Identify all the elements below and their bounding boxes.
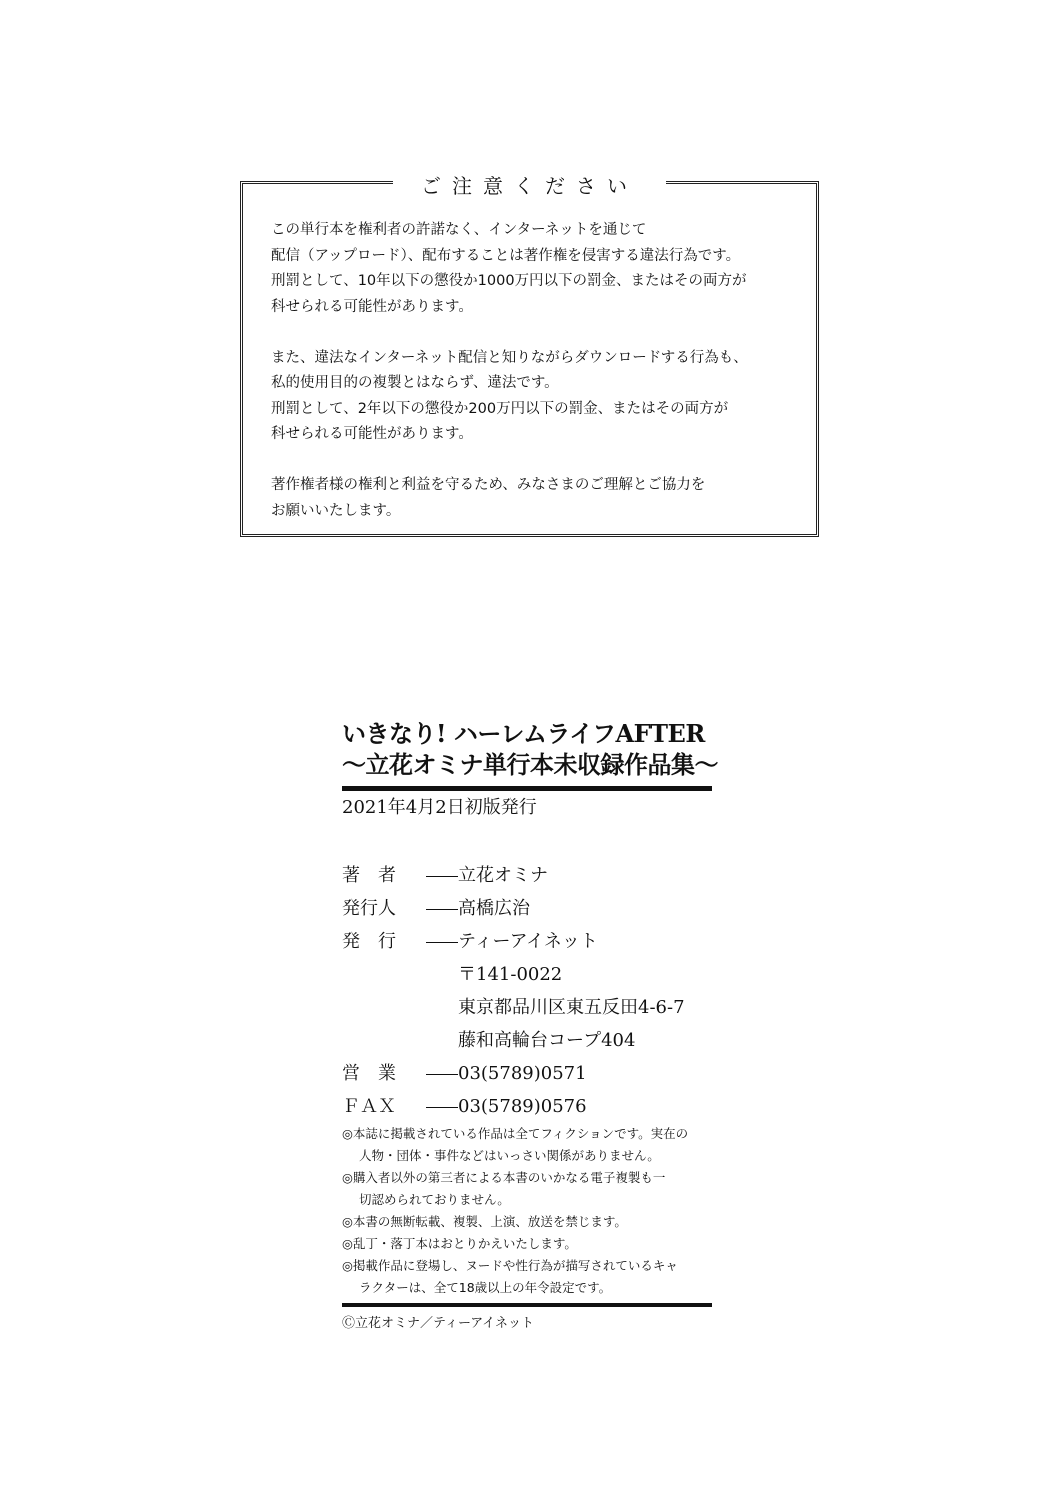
contact-label: 営 業 [342, 1063, 396, 1084]
note-item: ◎本誌に掲載されている作品は全てフィクションです。実在の [342, 1126, 689, 1141]
credits [342, 859, 712, 1123]
credit-value: 立花オミナ [458, 865, 548, 886]
credit-publisher [342, 925, 712, 958]
contact-value: 03(5789)0571 [458, 1063, 587, 1084]
notice-line: 著作権者様の権利と利益を守るため、みなさまのご理解とご協力を [271, 477, 706, 493]
dash-separator [426, 909, 458, 910]
note-item: ◎乱丁・落丁本はおとりかえいたします。 [342, 1236, 577, 1251]
divider-top [342, 786, 712, 791]
note-item-continued: ラクターは、全て18歳以上の年令設定です。 [359, 1280, 612, 1295]
note-item-continued: 人物・団体・事件などはいっさい関係がありません。 [359, 1148, 660, 1163]
notice-paragraph-1 [271, 218, 806, 320]
notice-paragraph-2 [271, 346, 806, 448]
notice-body [271, 218, 806, 524]
notice-line: また、違法なインターネット配信と知りながらダウンロードする行為も、 [271, 349, 748, 366]
contact-fax [342, 1090, 712, 1123]
credit-author [342, 859, 712, 892]
first-edition-date: 2021年4月2日初版発行 [342, 797, 537, 818]
note-item: ◎掲載作品に登場し、ヌードや性行為が描写されているキャ [342, 1258, 678, 1273]
notice-paragraph-3 [271, 473, 806, 524]
dash-separator [426, 1074, 458, 1075]
notice-line: 配信（アップロード）、配布することは著作権を侵害する違法行為です。 [271, 247, 741, 264]
credit-value: 高橋広治 [458, 898, 530, 919]
contact-sales [342, 1057, 712, 1090]
credit-publisher-person [342, 892, 712, 925]
dash-separator [426, 876, 458, 877]
credit-value: ティーアイネット [458, 931, 598, 952]
copyright: Ⓒ立花オミナ／ティーアイネット [342, 1316, 535, 1331]
book-title-line-1: いきなり! ハーレムライフAFTER [342, 719, 705, 748]
credit-label: 発行人 [342, 898, 396, 919]
address-line: 藤和高輪台コープ404 [458, 1030, 636, 1051]
book-subtitle: ～立花オミナ単行本未収録作品集～ [342, 750, 718, 779]
notice-line: 刑罰として、10年以下の懲役か1000万円以下の罰金、またはその両方が [271, 273, 747, 289]
contact-value: 03(5789)0576 [458, 1096, 587, 1117]
notice-line: お願いいたします。 [271, 502, 401, 519]
notice-box [240, 174, 819, 537]
dash-separator [426, 1107, 458, 1108]
address-line: 東京都品川区東五反田4-6-7 [458, 997, 685, 1018]
notes [342, 1123, 712, 1299]
note-item: ◎本書の無断転載、複製、上演、放送を禁じます。 [342, 1214, 627, 1229]
notice-title: ご注意ください [243, 170, 816, 199]
notice-line: 科せられる可能性があります。 [271, 426, 473, 442]
note-item: ◎購入者以外の第三者による本書のいかなる電子複製も一 [342, 1170, 666, 1185]
divider-bottom [342, 1303, 712, 1307]
colophon [342, 718, 718, 1331]
note-item-continued: 切認められておりません。 [359, 1192, 510, 1207]
credit-label: 著 者 [342, 865, 396, 886]
postal-code: 〒141-0022 [458, 964, 563, 985]
notice-line: 私的使用目的の複製とはならず、違法です。 [271, 375, 559, 391]
notice-line: 科せられる可能性があります。 [271, 298, 473, 315]
dash-separator [426, 942, 458, 943]
notice-line: 刑罰として、2年以下の懲役か200万円以下の罰金、またはその両方が [271, 400, 729, 417]
contact-label: ＦＡＸ [342, 1096, 396, 1117]
book-title [342, 718, 718, 780]
credit-label: 発 行 [342, 931, 396, 952]
notice-line: この単行本を権利者の許諾なく、インターネットを通じて [271, 222, 647, 238]
